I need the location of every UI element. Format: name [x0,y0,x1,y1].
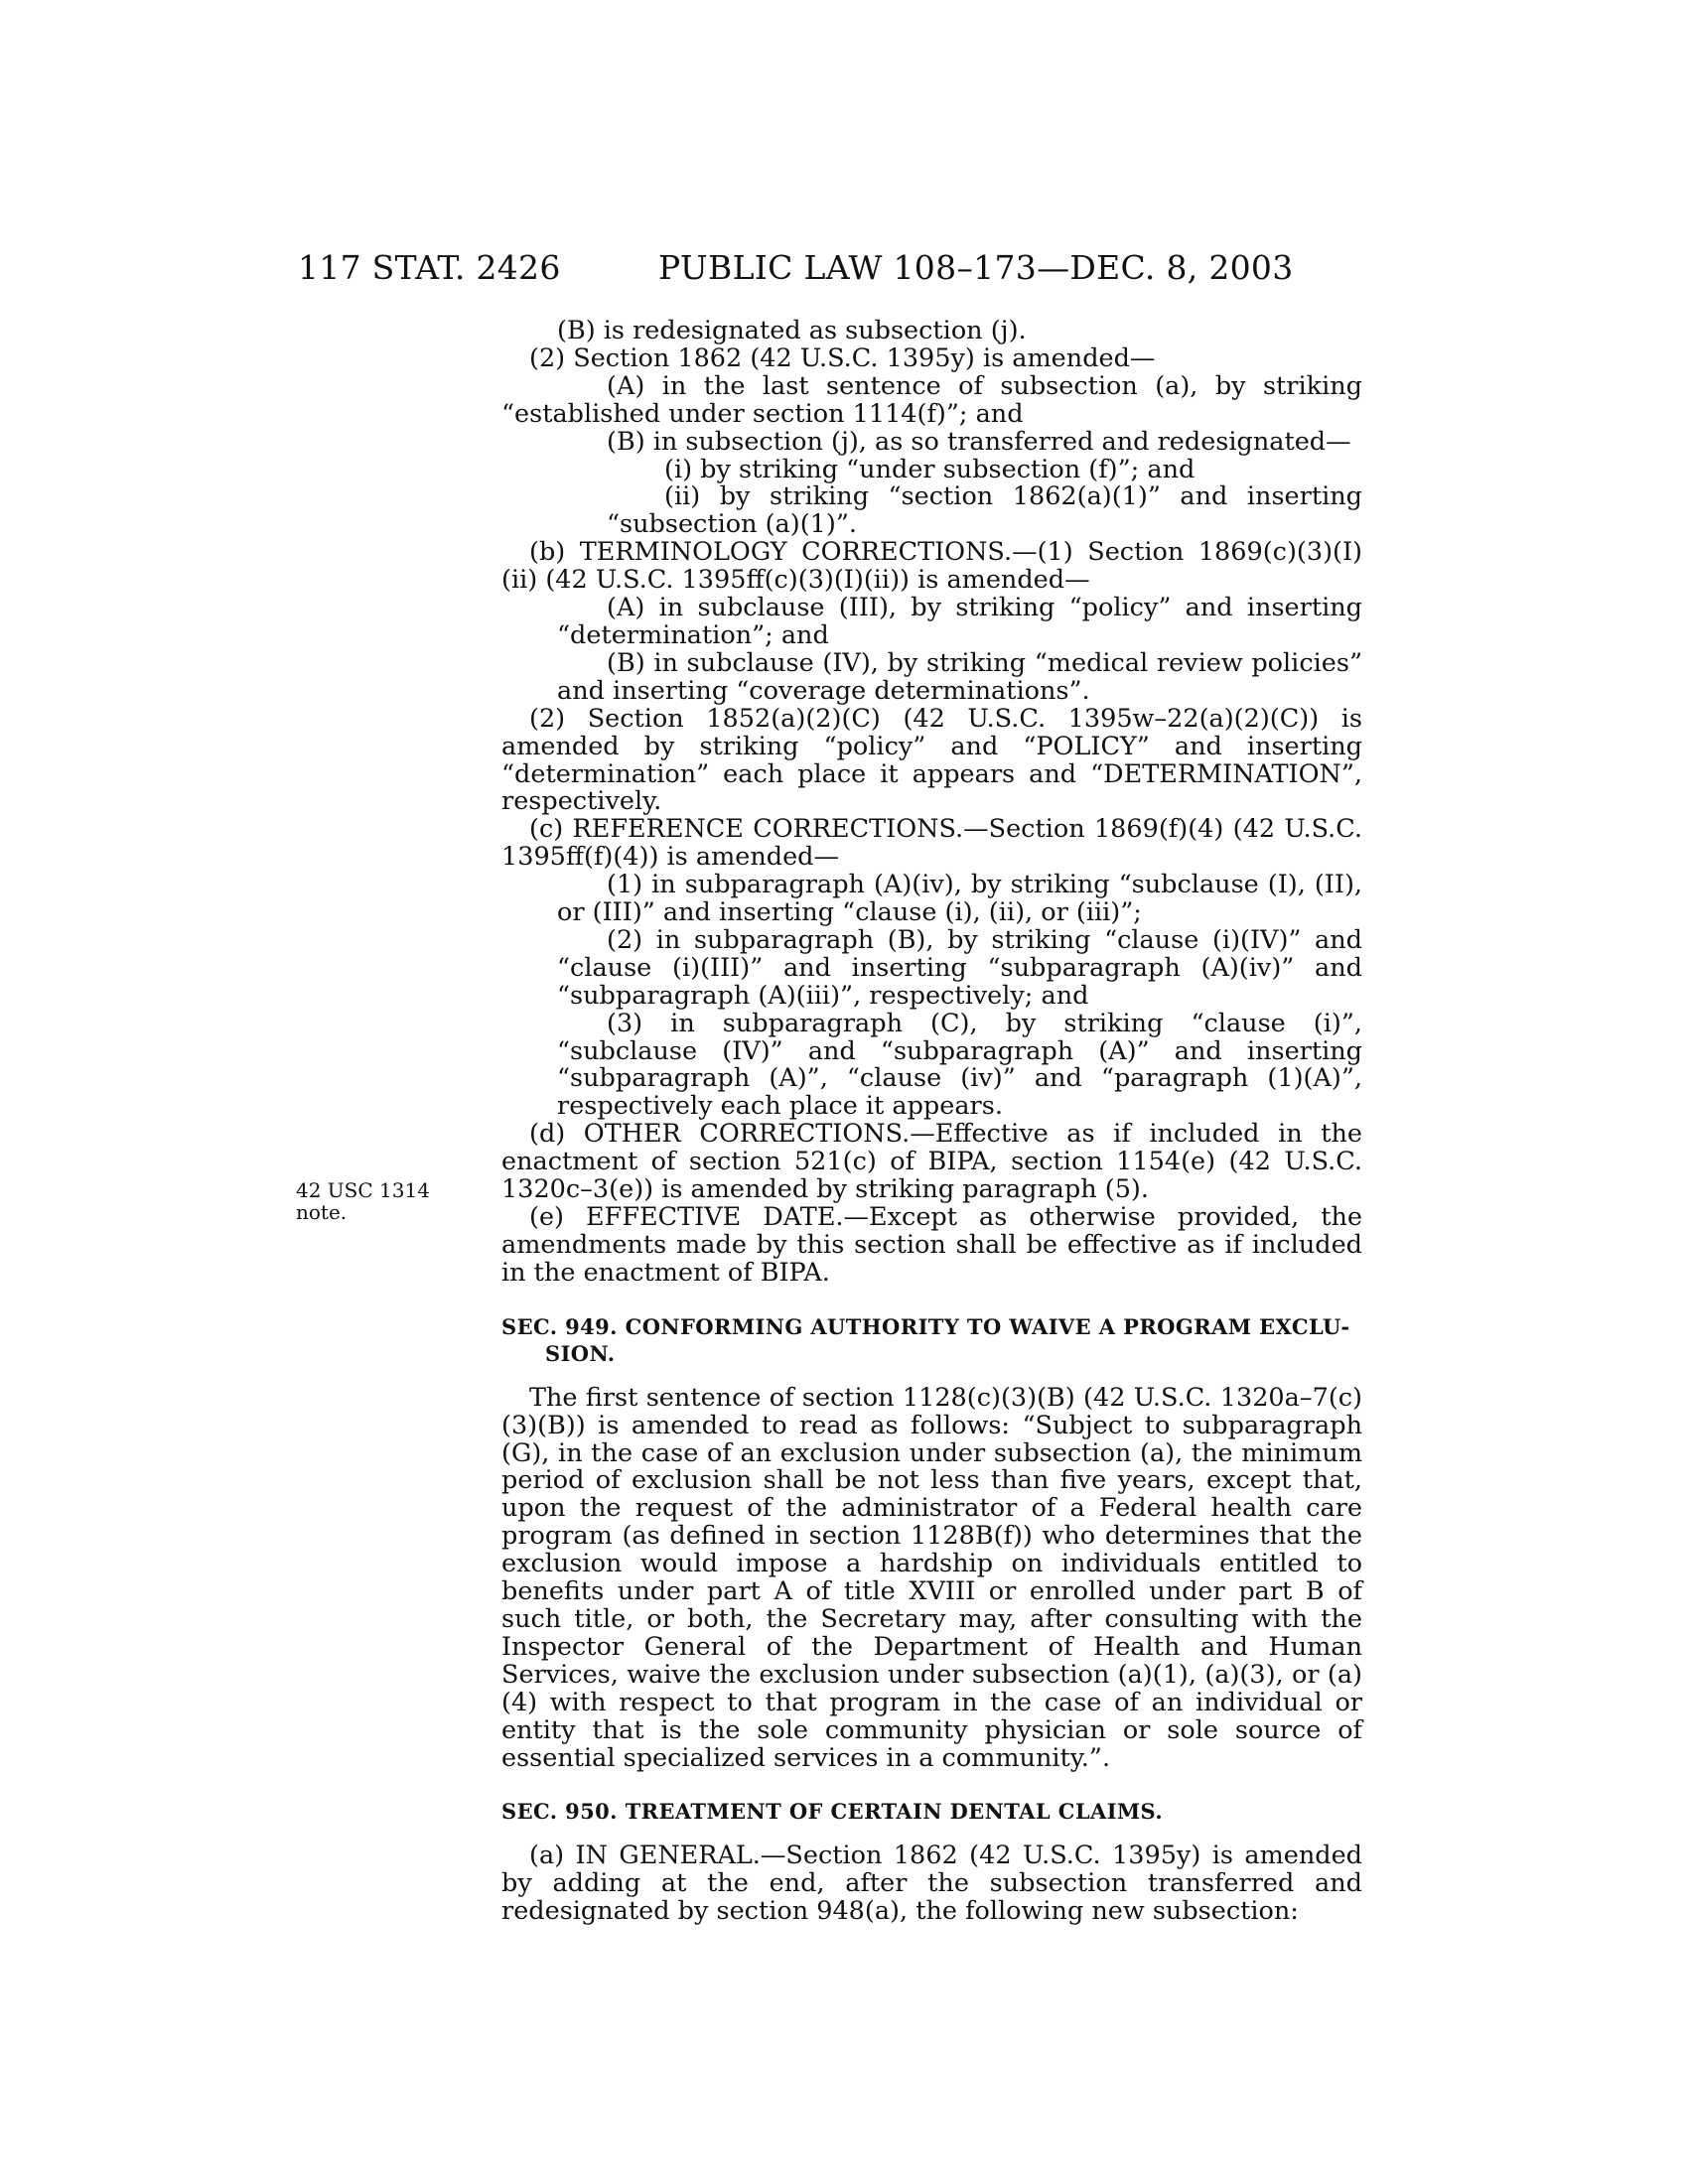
paragraph: (B) is redesignated as subsection (j). [557,316,1027,345]
paragraph: (3) in subparagraph (C), by striking “clause (i)”, “subclause (IV)” and “subparagraph (A)” and inserting “subparagraph (A)”, “clause (iv)” and “paragraph (1)(A)”, respectively each place it appears. [557,1008,1362,1122]
section-heading-950: SEC. 950. TREATMENT OF CERTAIN DENTAL CLAIMS. [501,1799,1164,1825]
section-950-body: (a) IN GENERAL.—Section 1862 (42 U.S.C. 1395y) is amended by adding at the end, after the subsection transferred and redesignated by section 948(a), the following new subsection: [501,1841,1362,1927]
paragraph: (d) OTHER CORRECTIONS.—Effective as if included in the enactment of section 521(c) of BIPA, section 1154(e) (42 U.S.C. 1320c–3(e)) is amended by striking paragraph (5). [501,1119,1362,1205]
section-heading-line: SEC. 949. CONFORMING AUTHORITY TO WAIVE A PROGRAM EXCLU- [501,1313,1350,1339]
paragraph: (2) Section 1852(a)(2)(C) (42 U.S.C. 1395w–22(a)(2)(C)) is amended by striking “policy” and “POLICY” and inserting “determination” each place it appears and “DETERMINATION”, respectively. [501,703,1362,817]
margin-note [296,1179,430,1223]
paragraph: (A) in subclause (III), by striking “policy” and inserting “determination”; and [557,593,1362,650]
paragraph: (ii) by striking “section 1862(a)(1)” and inserting “subsection (a)(1)”. [607,481,1362,540]
running-header-title: PUBLIC LAW 108–173—DEC. 8, 2003 [658,248,1294,287]
paragraph: (i) by striking “under subsection (f)”; and [664,454,1196,484]
body-column [501,318,1362,1926]
margin-note-line2: note. [296,1200,348,1224]
section-heading-949 [501,1313,1362,1367]
paragraph: (A) in the last sentence of subsection (a), by striking “established under section 1114(f)”; and [501,370,1362,429]
paragraph: (B) in subclause (IV), by striking “medical review policies” and inserting “coverage determinations”. [557,647,1362,706]
paragraph: (c) REFERENCE CORRECTIONS.—Section 1869(f)(4) (42 U.S.C. 1395ff(f)(4)) is amended— [501,814,1362,873]
paragraph: (1) in subparagraph (A)(iv), by striking “subclause (I), (II), or (III)” and inserting “clause (i), (ii), or (iii)”; [557,870,1362,928]
paragraph: (2) in subparagraph (B), by striking “clause (i)(IV)” and “clause (i)(III)” and inserting “subparagraph (A)(iv)” and “subparagraph (A)(iii)”, respectively; and [557,924,1362,1011]
margin-note-line1: 42 USC 1314 [296,1178,430,1202]
paragraph: (B) in subsection (j), as so transferred and redesignated— [607,426,1351,457]
section-949-body: The first sentence of section 1128(c)(3)(B) (42 U.S.C. 1320a–7(c)(3)(B)) is amended to read as follows: “Subject to subparagraph (G), in the case of an exclusion under subsection (a), the minimum period of exclusion shall be not less than five years, except that, upon the request of the administrator of a Federal health care program (as defined in section 1128B(f)) who determines that the exclusion would impose a hardship on individuals entitled to benefits under part A of title XVIII or enrolled under part B of such title, or both, the Secretary may, after consulting with the Inspector General of the Department of Health and Human Services, waive the exclusion under subsection (a)(1), (a)(3), or (a)(4) with respect to that program in the case of an individual or entity that is the sole community physician or sole source of essential specialized services in a community.”. [501,1382,1362,1773]
page-stat-citation: 117 STAT. 2426 [298,248,561,287]
section-heading-line: SION. [545,1340,616,1366]
paragraph: (2) Section 1862 (42 U.S.C. 1395y) is amended— [529,342,1156,373]
paragraph: (b) TERMINOLOGY CORRECTIONS.—(1) Section 1869(c)(3)(I)(ii) (42 U.S.C. 1395ff(c)(3)(I)(ii)) is amended— [501,537,1362,596]
paragraph: (e) EFFECTIVE DATE.—Except as otherwise provided, the amendments made by this section shall be effective as if included in the enactment of BIPA. [501,1202,1362,1288]
